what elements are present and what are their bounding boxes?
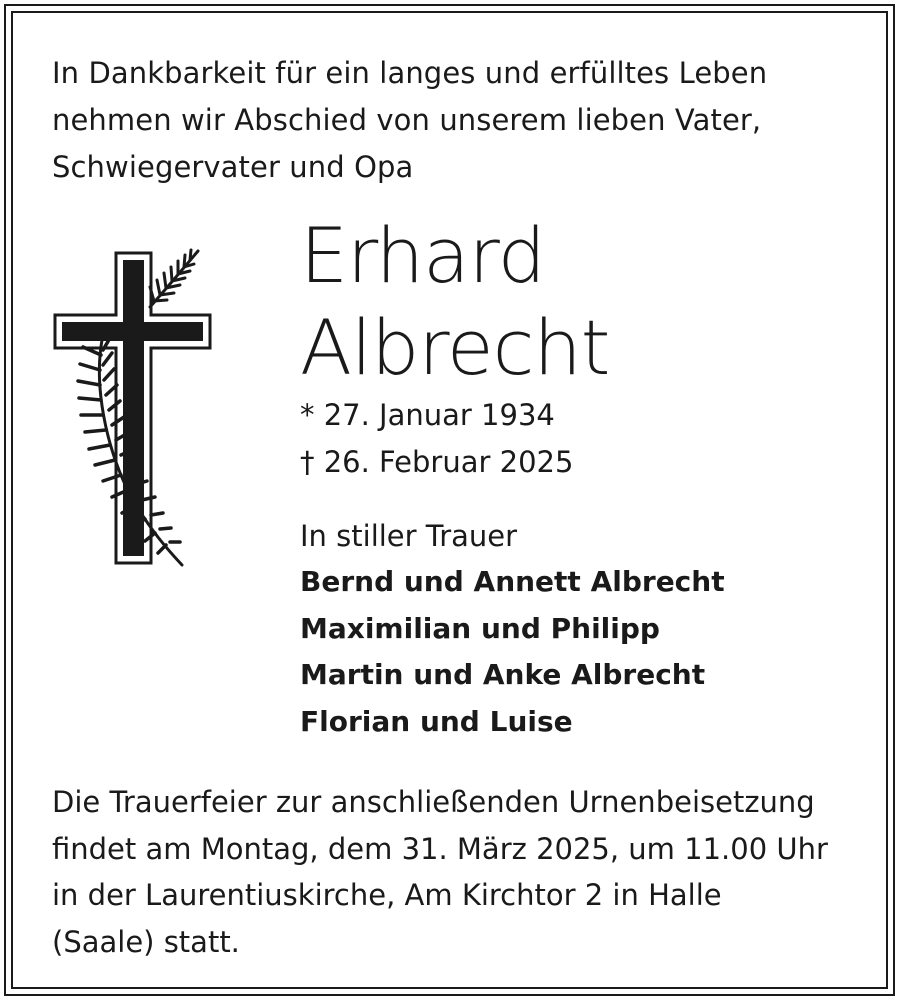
first-name: Erhard: [300, 211, 545, 300]
cross-icon: [55, 253, 210, 563]
mourner-name: Bernd und Annett Albrecht: [300, 565, 725, 598]
life-dates: [300, 392, 573, 486]
service-line: Die Trauerfeier zur anschließenden Urnenbeisetzung: [52, 785, 815, 819]
mourner-name: Florian und Luise: [300, 704, 573, 738]
service-line: (Saale) statt.: [52, 924, 240, 959]
service-line: in der Laurentiuskirche, Am Kirchtor 2 in Halle: [52, 878, 722, 912]
mourning-label: In stiller Trauer: [300, 519, 518, 553]
last-name: Albrecht: [300, 303, 610, 392]
mourner-name: Martin und Anke Albrecht: [300, 658, 706, 691]
deceased-name: [300, 210, 609, 394]
mourners-list: [300, 559, 725, 745]
birth-date: * 27. Januar 1934: [300, 398, 555, 432]
service-line: findet am Montag, dem 31. März 2025, um 11.00 Uhr: [52, 831, 828, 866]
death-date: † 26. Februar 2025: [300, 445, 574, 479]
mourner-name: Maximilian und Philipp: [300, 611, 660, 645]
service-info: [52, 779, 862, 965]
cross-with-palm-branch-icon: [50, 245, 220, 575]
intro-line: In Dankbarkeit für ein langes und erfülltes Leben: [52, 56, 768, 90]
intro-line: nehmen wir Abschied von unserem lieben Vater,: [52, 103, 762, 137]
intro-text: [52, 50, 852, 191]
intro-line: Schwiegervater und Opa: [52, 150, 414, 184]
